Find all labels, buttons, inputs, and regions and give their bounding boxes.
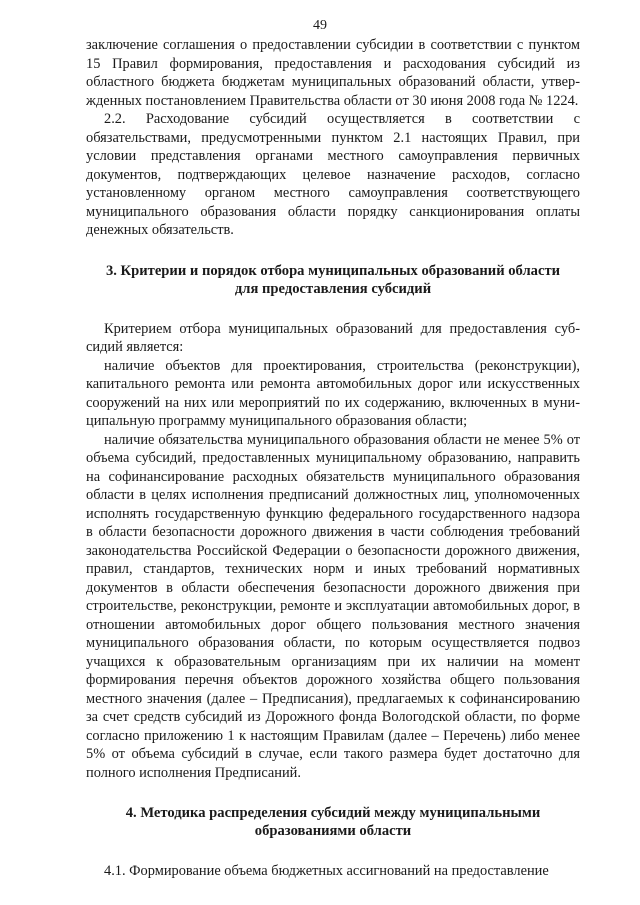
section-3-heading-line1: 3. Критерии и порядок отбора муниципальных образований области [105,262,561,279]
paragraph-contract-conclusion: заключение соглашения о предоставлении субсидии в соответствии с пунктом 15 Правил формирования, предоставления и расходования субсидий из областного бюджета бюджетам муниципальных образований области, утвержденных постановлением Правительства области от 30 июня 2008 года № 1224. [86,37,580,109]
paragraph-objects-availability: наличие объектов для проектирования, строительства (реконструкции), капитального ремонта или ремонта автомобильных дорог или искусственных сооружений на них или мероприятий по их содержанию, включенных в муниципальную программу муниципального образования области; [86,357,580,429]
paragraph-selection-criterion: Критерием отбора муниципальных образований для предоставления субсидий является: [86,320,580,355]
section-3-heading [86,262,580,298]
paragraph-2-2: 2.2. Расходование субсидий осуществляется в соответствии с обязательствами, предусмотренными пунктом 2.1 настоящих Правил, при условии представления органами местного самоуправления первичных документов, подтверждающих целевое назначение расходов, согласно установленному органом местного самоуправления соответствующего муниципального образования области порядку санкционирования оплаты денежных обязательств. [86,111,580,238]
section-3-heading-line2: для предоставления субсидий [234,280,432,297]
page-number: 49 [313,18,327,33]
section-4-heading-line2: образованиями области [254,823,412,839]
paragraph-4-1: 4.1. Формирование объема бюджетных ассигнований на предоставление [104,863,549,879]
document-body [86,36,580,881]
section-4-heading [86,804,580,840]
section-4-heading-line1: 4. Методика распределения субсидий между муниципальными [125,805,541,821]
paragraph-obligation: наличие обязательства муниципального образования области не менее 5% от объема субсидий, предоставленных муниципальному образованию, направить на софинансирование расходных обязательств муниципального образования области в целях исполнения предписаний должностных лиц, уполномоченных исполнять государственную функцию федерального государственного надзора в области безопасности дорожного движения в части соблюдения требований законодательства Российской Федерации о безопасности дорожного движения, правил, стандартов, технических норм и иных требований нормативных документов в области обеспечения безопасности дорожного движения при строительстве, реконструкции, ремонте и эксплуатации автомобильных дорог, в отношении автомобильных дорог общего пользования местного значения муниципального образования области, по которым осуществляется подвоз учащихся к образовательным организациям при их наличии на момент формирования перечня объектов дорожного хозяйства общего пользования местного значения (далее – Предписания), предлагаемых к софинансированию за счет средств субсидий из Дорожного фонда Вологодской области, по форме согласно приложению 1 к настоящим Правилам (далее – Перечень) либо менее 5% от объема субсидий в случае, если такого размера будет достаточно для полного исполнения Предписаний. [86,431,580,781]
